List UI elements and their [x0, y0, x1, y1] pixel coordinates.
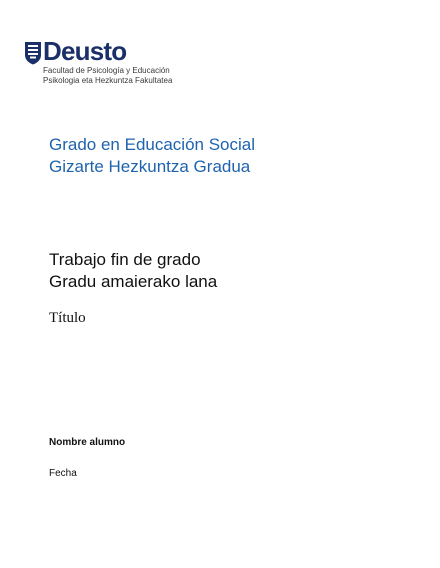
faculty-name-basque: Psikologia eta Hezkuntza Fakultatea	[43, 76, 173, 85]
deusto-shield-icon	[24, 41, 42, 65]
student-name-placeholder: Nombre alumno	[49, 437, 126, 448]
title-placeholder: Título	[49, 310, 86, 326]
faculty-name	[43, 66, 172, 86]
faculty-name-spanish: Facultad de Psicología y Educación	[43, 66, 170, 75]
thesis-type-heading	[49, 249, 217, 293]
thesis-type-spanish: Trabajo fin de grado	[49, 250, 201, 269]
logo-wordmark: Deusto	[43, 36, 127, 66]
degree-heading	[49, 134, 255, 178]
degree-name-basque: Gizarte Hezkuntza Gradua	[49, 157, 251, 176]
degree-name-spanish: Grado en Educación Social	[49, 135, 256, 154]
date-placeholder: Fecha	[49, 468, 77, 479]
thesis-type-basque: Gradu amaierako lana	[49, 272, 218, 291]
